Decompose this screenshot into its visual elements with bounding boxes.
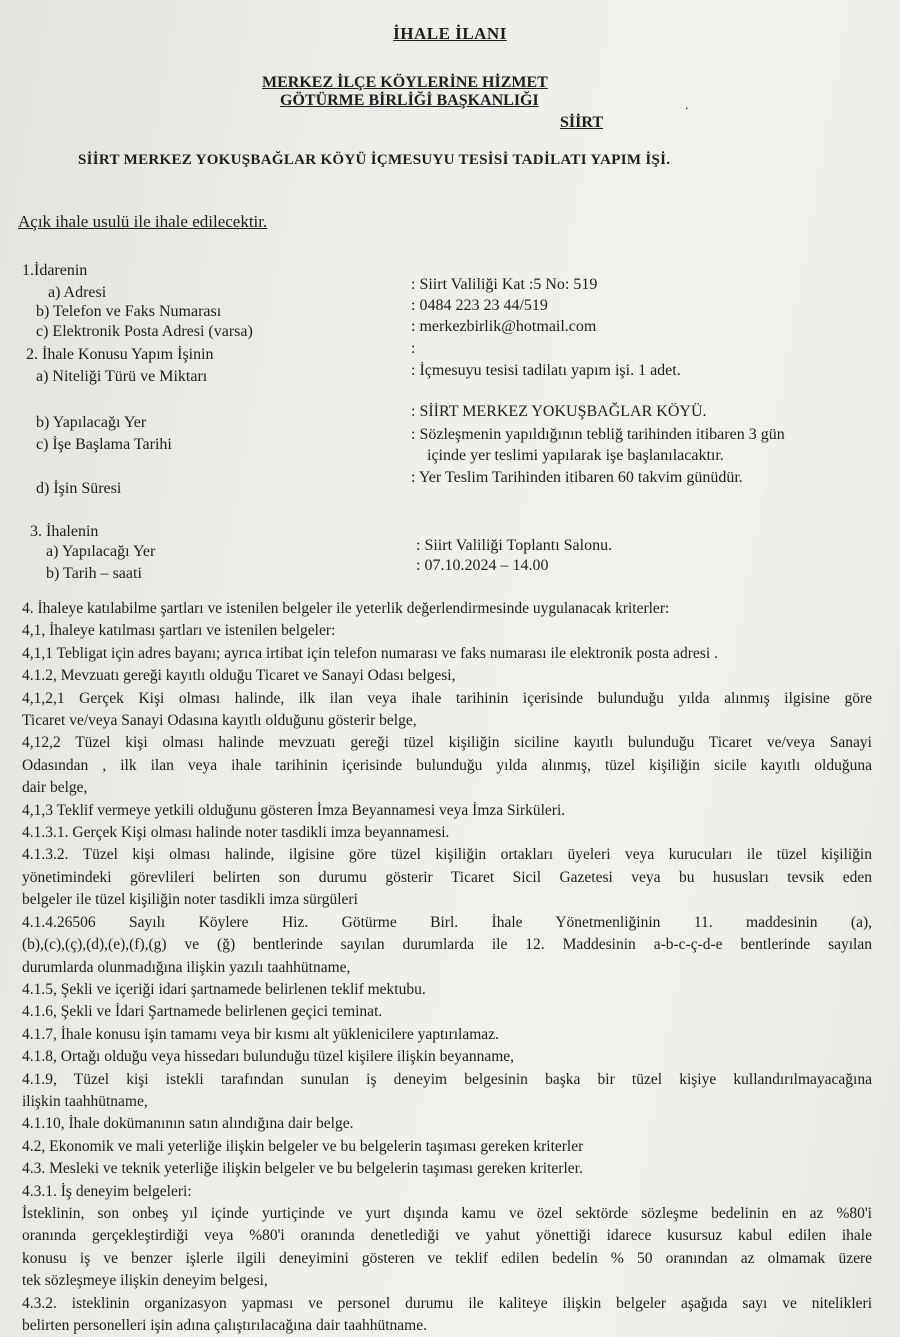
body-line: 4,1, İhaleye katılması şartları ve istenilen belgeler: (22, 622, 336, 640)
body-line: durumlarda olunmadığına ilişkin yazılı taahhütname, (22, 958, 351, 976)
work-type-value: : İçmesuyu tesisi tadilatı yapım işi. 1 adet. (411, 362, 681, 379)
body-line: 4.3.1. İş deneyim belgeleri: (22, 1182, 192, 1200)
body-line: 4.2, Ekonomik ve mali yeterliğe ilişkin belgeler ve bu belgelerin taşıması gereken kriterler (22, 1137, 584, 1155)
admin-email-label: c) Elektronik Posta Adresi (varsa) (36, 323, 253, 340)
body-line: 4,1,3 Teklif vermeye yetkili olduğunu gösteren İmza Beyannamesi veya İmza Sirküleri. (22, 801, 566, 819)
body-line: 4,1,1 Tebligat için adres bayanı; ayrıca irtibat için telefon numarası ve faks numarası ile elektronik posta adresi . (22, 644, 718, 662)
body-line: 4.1.2, Mevzuatı gereği kayıtlı olduğu Ticaret ve Sanayi Odası belgesi, (22, 667, 456, 685)
start-date-value-cont: içinde yer teslimi yapılarak işe başlanılacaktır. (427, 447, 724, 464)
organization-city: SİİRT (560, 114, 604, 131)
body-line: 4. İhaleye katılabilme şartları ve istenilen belgeler ile yeterlik değerlendirmesinde uygulanacak kriterler: (22, 600, 670, 617)
body-line: 4.1.9, Tüzel kişi istekli tarafından sunulan iş deneyim belgesinin başka bir tüzel kişiye kullandırılmayacağına (22, 1070, 872, 1088)
body-line: 4,12,2 Tüzel kişi olması halinde mevzuatı gereği tüzel kişiliğin siciline kayıtlı bulunduğu Ticaret ve/veya Sanayi (22, 734, 872, 752)
section-1-heading: 1.İdarenin (22, 262, 88, 279)
body-line: 4.1.8, Ortağı olduğu veya hissedarı bulunduğu tüzel kişilere ilişkin beyanname, (22, 1048, 515, 1066)
admin-phone-label: b) Telefon ve Faks Numarası (36, 303, 222, 320)
admin-email-value: : merkezbirlik@hotmail.com (411, 318, 597, 335)
admin-address-value: : Siirt Valiliği Kat :5 No: 519 (411, 276, 598, 293)
body-line: ilişkin taahhütname, (22, 1092, 148, 1110)
body-line: tek sözleşmeye ilişkin deneyim belgesi, (22, 1272, 268, 1290)
work-duration-value: : Yer Teslim Tarihinden itibaren 60 takvim günüdür. (411, 469, 743, 486)
tender-datetime-value: : 07.10.2024 – 14.00 (416, 557, 549, 574)
body-line: 4.1.10, İhale dokümanının satın alındığına dair belge. (22, 1115, 354, 1133)
body-line: 4.1.5, Şekli ve içeriği idari şartnamede belirlenen teklif mektubu. (22, 980, 426, 998)
work-duration-label: d) İşin Süresi (36, 480, 122, 497)
body-line: 4.3.2. isteklinin organizasyon yapması ve personel durumu ile kaliteye ilişkin belgeler aşağıda sayı ve nitelikleri (22, 1294, 872, 1312)
section-2-heading: 2. İhale Konusu Yapım İşinin (26, 346, 214, 363)
work-location-label: b) Yapılacağı Yer (36, 414, 147, 431)
body-line: belgeler ile tüzel kişiliğin noter tasdikli imza sürgüleri (22, 891, 358, 909)
tender-method: Açık ihale usulü ile ihale edilecektir. (18, 212, 268, 231)
body-line: Odasından , ilk ilan veya ihale tarihinin içerisinde bulunduğu yılda alınmış, tüzel kişiliğin sicile kayıtlı olduğuna (22, 756, 872, 774)
tender-subject: SİİRT MERKEZ YOKUŞBAĞLAR KÖYÜ İÇMESUYU TESİSİ TADİLATI YAPIM İŞİ. (78, 152, 671, 168)
organization-line-2: GÖTÜRME BİRLİĞİ BAŞKANLIĞI (280, 92, 539, 109)
body-line: 4.3. Mesleki ve teknik yeterliğe ilişkin belgeler ve bu belgelerin taşıması gereken kriterler. (22, 1160, 583, 1178)
body-line: 4.1.4.26506 Sayılı Köylere Hiz. Götürme Birl. İhale Yönetmenliğinin 11. maddesinin (a), (22, 913, 872, 931)
admin-address-label: a) Adresi (48, 284, 107, 301)
body-line: belirten personelleri işin adına çalıştırılacağına dair taahhütname. (22, 1317, 427, 1334)
body-line: İsteklinin, son onbeş yıl içinde yurtiçinde ve yurt dışında kamu ve özel sektörde sözleşme bedelinin en az %80'i (22, 1204, 872, 1222)
body-line: dair belge, (22, 779, 88, 797)
section-3-heading: 3. İhalenin (30, 523, 99, 540)
announcement-title: İHALE İLANI (393, 24, 507, 43)
organization-line-1: MERKEZ İLÇE KÖYLERİNE HİZMET (262, 74, 548, 91)
conditions-body (22, 598, 872, 1337)
body-line: oranında gerçekleştirdiği veya %80'i oranında denetlediği ve yahut yönettiği idarece kusursuz kabul edilen ihale (22, 1227, 872, 1245)
tender-datetime-label: b) Tarih – saati (46, 565, 142, 582)
tender-place-value: : Siirt Valiliği Toplantı Salonu. (416, 537, 613, 554)
section-2-heading-colon: : (411, 340, 416, 357)
body-line: 4.1.6, Şekli ve İdari Şartnamede belirlenen geçici teminat. (22, 1003, 383, 1021)
tender-place-label: a) Yapılacağı Yer (46, 543, 156, 560)
start-date-label: c) İşe Başlama Tarihi (36, 436, 172, 453)
admin-phone-value: : 0484 223 23 44/519 (411, 297, 548, 314)
work-type-label: a) Niteliği Türü ve Miktarı (36, 368, 208, 385)
body-line: 4.1.3.1. Gerçek Kişi olması halinde noter tasdikli imza beyannamesi. (22, 824, 450, 842)
stray-mark: . (685, 98, 689, 113)
body-line: 4.1.7, İhale konusu işin tamamı veya bir kısmı alt yüklenicilere yaptırılamaz. (22, 1025, 499, 1043)
body-line: Ticaret ve/veya Sanayi Odasına kayıtlı olduğunu gösterir belge, (22, 712, 417, 730)
body-line: (b),(c),(ç),(d),(e),(f),(g) ve (ğ) bentlerinde sayılan durumlarda ile 12. Maddesinin a-b-c-ç-d-e bentlerinde sayılan (22, 936, 872, 954)
body-line: yönetimindeki görevlileri belirten son durumu gösterir Ticaret Sicil Gazetesi veya bu hususları tevsik eden (22, 868, 872, 886)
body-line: 4,1,2,1 Gerçek Kişi olması halinde, ilk ilan veya ihale tarihinin içerisinde bulunduğu yılda alınmış ilgisine göre (22, 689, 872, 707)
start-date-value: : Sözleşmenin yapıldığının tebliğ tarihinden itibaren 3 gün (411, 426, 785, 443)
body-line: 4.1.3.2. Tüzel kişi olması halinde, ilgisine göre tüzel kişiliğin ortakları üyeleri veya kurucuları ile tüzel kişiliğin (22, 846, 872, 864)
work-location-value: : SİİRT MERKEZ YOKUŞBAĞLAR KÖYÜ. (411, 403, 707, 420)
body-line: konusu iş ve benzer işlerle ilgili deneyimini gösteren ve teklif edilen bedelin % 50 oranından az olmamak üzere (22, 1249, 872, 1267)
